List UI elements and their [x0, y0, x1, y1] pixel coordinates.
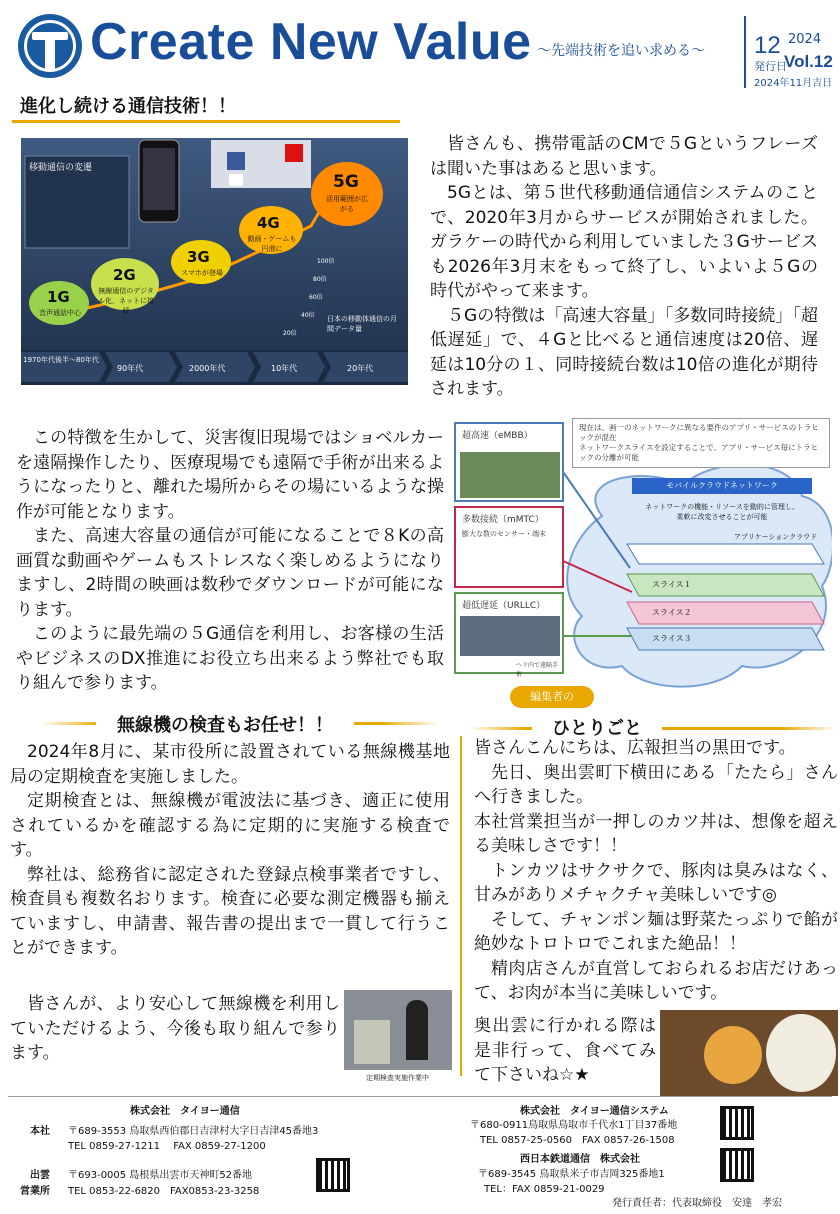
- footer-hq-label: 本社: [30, 1126, 50, 1137]
- article1-paragraph: この特徴を生かして、災害復旧現場ではショベルカーを遠隔操作したり、医療現場でも遠隔で手術が出来るようになったりと、離れた場所からその場にいるような操作が可能となります。: [16, 428, 444, 522]
- urllc-card: [454, 592, 564, 678]
- qr-code-icon[interactable]: [720, 1148, 754, 1182]
- slicing-notes: [572, 418, 830, 468]
- footer-c3-address: 〒689-3545 鳥取県米子市吉岡325番地1: [478, 1169, 665, 1180]
- speed-80: 80倍: [313, 276, 327, 283]
- slice-2-label: スライス２: [652, 608, 692, 617]
- urllc-title: 超低遅延（URLLC）: [462, 601, 546, 611]
- newsletter-tagline: ～先端技術を追い求める～: [537, 43, 705, 59]
- header-divider: [744, 16, 746, 88]
- article1-text-bottom: [16, 426, 444, 696]
- article2-paragraph: 弊社は、総務省に認定された登録点検事業者ですし、検査員も複数名おります。検査に必要な測定機器も揃えていますし、申請書、報告書の提出まで一貫して行うことができます。: [10, 864, 450, 958]
- gen-3g-label: 3G: [187, 248, 210, 266]
- cloud-title: モバイルクラウドネットワーク: [632, 478, 812, 494]
- network-slicing-diagram: [452, 416, 832, 702]
- article1-paragraph: 5Gとは、第５世代移動通信通信システムのことで、2020年3月からサービスが開始されました。ガラケーの時代から利用していました３Gサービスも2026年3月末をもって終了し、いよいよ５Gの時代がやって来ます。: [430, 183, 818, 301]
- gen-2g-desc: 無線通信のデジタル化、ネットに接続: [98, 287, 154, 315]
- article1-title-underline: [12, 120, 400, 123]
- footer-divider: [8, 1096, 832, 1097]
- article3-paragraph: トンカツはサクサクで、豚肉は臭みはなく、甘みがありメチャクチャ美味しいです◎: [474, 860, 838, 905]
- article1-text-top: [430, 132, 818, 402]
- footer-hq-address: 〒689-3553 鳥取県西伯郡日吉津村大字日吉津45番地3: [68, 1126, 319, 1137]
- inspection-photo-caption: 定期検査実施作業中: [366, 1074, 429, 1082]
- footer-c2-address: 〒680-0911鳥取県鳥取市千代水1丁目37番地: [470, 1120, 678, 1131]
- equipment-shape: [354, 1020, 390, 1064]
- mmtc-title: 多数接続（mMTC）: [462, 515, 544, 525]
- article1-title: 進化し続ける通信技術！！: [20, 96, 236, 117]
- qr-code-icon[interactable]: [720, 1106, 754, 1140]
- article2-paragraph: 皆さんが、より安心して無線機を利用していただけるよう、今後も取り組んで参ります。: [10, 994, 340, 1063]
- embb-title: 超高速（eMBB）: [462, 431, 533, 441]
- speed-100: 100倍: [317, 258, 335, 265]
- article3-paragraph: 皆さんこんにちは、広報担当の黒田です。: [474, 738, 796, 758]
- footer-c3-tel: TEL：FAX 0859-21-0029: [484, 1184, 605, 1195]
- gen-1g-label: 1G: [47, 288, 70, 306]
- hero-caption: 移動通信の変遷: [29, 163, 93, 173]
- issue-month: 12: [754, 32, 781, 59]
- footer-hq-tel: TEL 0859-27-1211 FAX 0859-27-1200: [68, 1141, 266, 1152]
- footer-company3: 西日本鉄道通信 株式会社: [520, 1154, 640, 1165]
- speed-20: 20倍: [283, 330, 297, 337]
- speed-60: 60倍: [309, 294, 323, 301]
- article2-text-wrap: [10, 992, 340, 1066]
- article3-paragraph: 先日、奥出雲町下横田にある「たたら」さんへ行きました。: [474, 762, 838, 807]
- article1-paragraph: 皆さんも、携帯電話のCMで５Gというフレーズは聞いた事はあると思います。: [430, 134, 818, 179]
- slice-3-label: スライス３: [652, 634, 692, 643]
- article2-paragraph: 2024年8月に、某市役所に設置されている無線機基地局の定期検査を実施しました。: [10, 742, 450, 787]
- article3-text-wrap: [474, 1014, 656, 1088]
- footer-branch-tel: TEL 0853-22-6820 FAX0853-23-3258: [68, 1186, 260, 1197]
- article3-paragraph: 本社営業担当が一押しのカツ丼は、想像を超える美味しさです！！: [474, 811, 838, 856]
- logo-stem-icon: [45, 38, 55, 70]
- gen-5g-desc: 活用範囲が広がる: [326, 195, 368, 213]
- footer-branch-address: 〒693-0005 島根県出雲市天神町52番地: [68, 1170, 253, 1181]
- era-5: 20年代: [347, 364, 374, 373]
- cloud-text: ネットワークの機能・リソースを動的に管理し、柔軟に改変させることが可能: [645, 503, 799, 521]
- article1-paragraph: ５Gの特徴は「高速大容量」「多数同時接続」「超低遅延」で、４Gと比べると通信速度は20倍、遅延は10分の１、同時接続台数は10倍の進化が期待されます。: [430, 305, 818, 399]
- gen-4g-desc: 動画・ゲームも円滑に: [247, 235, 297, 253]
- worker-shape: [406, 1000, 428, 1060]
- remote-surgery-image: [460, 616, 560, 656]
- gen-1g-desc: 音声通話中心: [39, 309, 81, 317]
- urllc-desc: ヘリ内で遠隔手術: [516, 662, 559, 678]
- speed-40: 40倍: [301, 312, 315, 319]
- company-logo: [18, 14, 82, 78]
- mmtc-card: [454, 506, 564, 588]
- slicing-note-2: ネットワークスライスを設定することで、アプリ・サービス毎にトラヒックの分離が可能: [579, 443, 819, 462]
- footer-company1: 株式会社 タイヨー通信: [130, 1106, 240, 1117]
- article1-paragraph: また、高速大容量の通信が可能になることで８Kの高画質な動画やゲームもストレスなく楽しめるようになりますし、2時間の映画は数秒でダウンロードが可能になります。: [16, 526, 444, 620]
- article3-paragraph: そして、チャンポン麺は野菜たっぷりで餡が絶妙なトロトロでこれまた絶品！！: [474, 909, 838, 954]
- issue-label: 発行日: [754, 60, 787, 73]
- footer-branch-label1: 出雲: [30, 1170, 50, 1181]
- mmtc-desc: 膨大な数のセンサー・端末: [462, 530, 546, 538]
- hero-note: 日本の移動体通信の月間データ量: [327, 315, 397, 333]
- footer-company2: 株式会社 タイヨー通信システム: [520, 1106, 669, 1117]
- newsletter-title: Create New Value: [90, 13, 532, 71]
- footer-c2-tel: TEL 0857-25-0560 FAX 0857-26-1508: [480, 1135, 675, 1146]
- app-cloud-label: アプリケーションクラウド: [734, 533, 818, 541]
- issue-date: 2024年11月吉日: [754, 78, 833, 89]
- qr-code-icon[interactable]: [316, 1158, 350, 1192]
- slice-1-label: スライス１: [652, 580, 692, 589]
- article3-vertical-line: [460, 736, 462, 1076]
- article3-paragraph: 精肉店さんが直営しておられるお店だけあって、お肉が本当に美味しいです。: [474, 958, 838, 1003]
- champon-bowl: [766, 1014, 836, 1092]
- gen-5g-label: 5G: [333, 172, 359, 192]
- embb-card: [454, 422, 564, 502]
- article3-text: [474, 736, 838, 1006]
- issue-year: 2024: [788, 32, 822, 47]
- issue-volume: Vol.12: [784, 52, 833, 71]
- gen-4g-label: 4G: [257, 214, 280, 232]
- generations-infographic: [21, 138, 408, 385]
- gen-3g-desc: スマホが登場: [181, 269, 223, 277]
- katsudon-bowl: [704, 1026, 762, 1084]
- era-2: 90年代: [117, 364, 144, 373]
- gen-2g-label: 2G: [113, 266, 136, 284]
- stadium-image: [460, 452, 560, 498]
- slicing-note-1: 現在は、画一のネットワークに異なる要件のアプリ・サービスのトラヒックが混在: [579, 423, 819, 442]
- article3-paragraph: 奥出雲に行かれる際は是非行って、食べてみて下さいね☆★: [474, 1016, 656, 1085]
- era-3: 2000年代: [189, 364, 226, 373]
- article2-text: [10, 740, 450, 961]
- food-photo: [660, 1010, 838, 1096]
- footer-branch-label2: 営業所: [20, 1186, 50, 1197]
- article3-title: ひとりごと: [532, 714, 662, 740]
- article1-paragraph: このように最先端の５G通信を利用し、お客様の生活やビジネスのDX推進にお役立ち出来るよう弊社でも取り組んで参ります。: [16, 624, 444, 693]
- era-4: 10年代: [271, 364, 298, 373]
- inspection-photo: [344, 990, 452, 1070]
- era-1: 1970年代後半〜80年代: [23, 356, 99, 364]
- editor-badge: 編集者の: [510, 686, 594, 708]
- article2-title: 無線機の検査もお任せ！！: [96, 711, 354, 737]
- footer-publisher: 発行責任者：代表取締役 安達 孝宏: [612, 1198, 782, 1209]
- article2-paragraph: 定期検査とは、無線機が電波法に基づき、適正に使用されているかを確認する為に定期的に実施する検査です。: [10, 791, 450, 860]
